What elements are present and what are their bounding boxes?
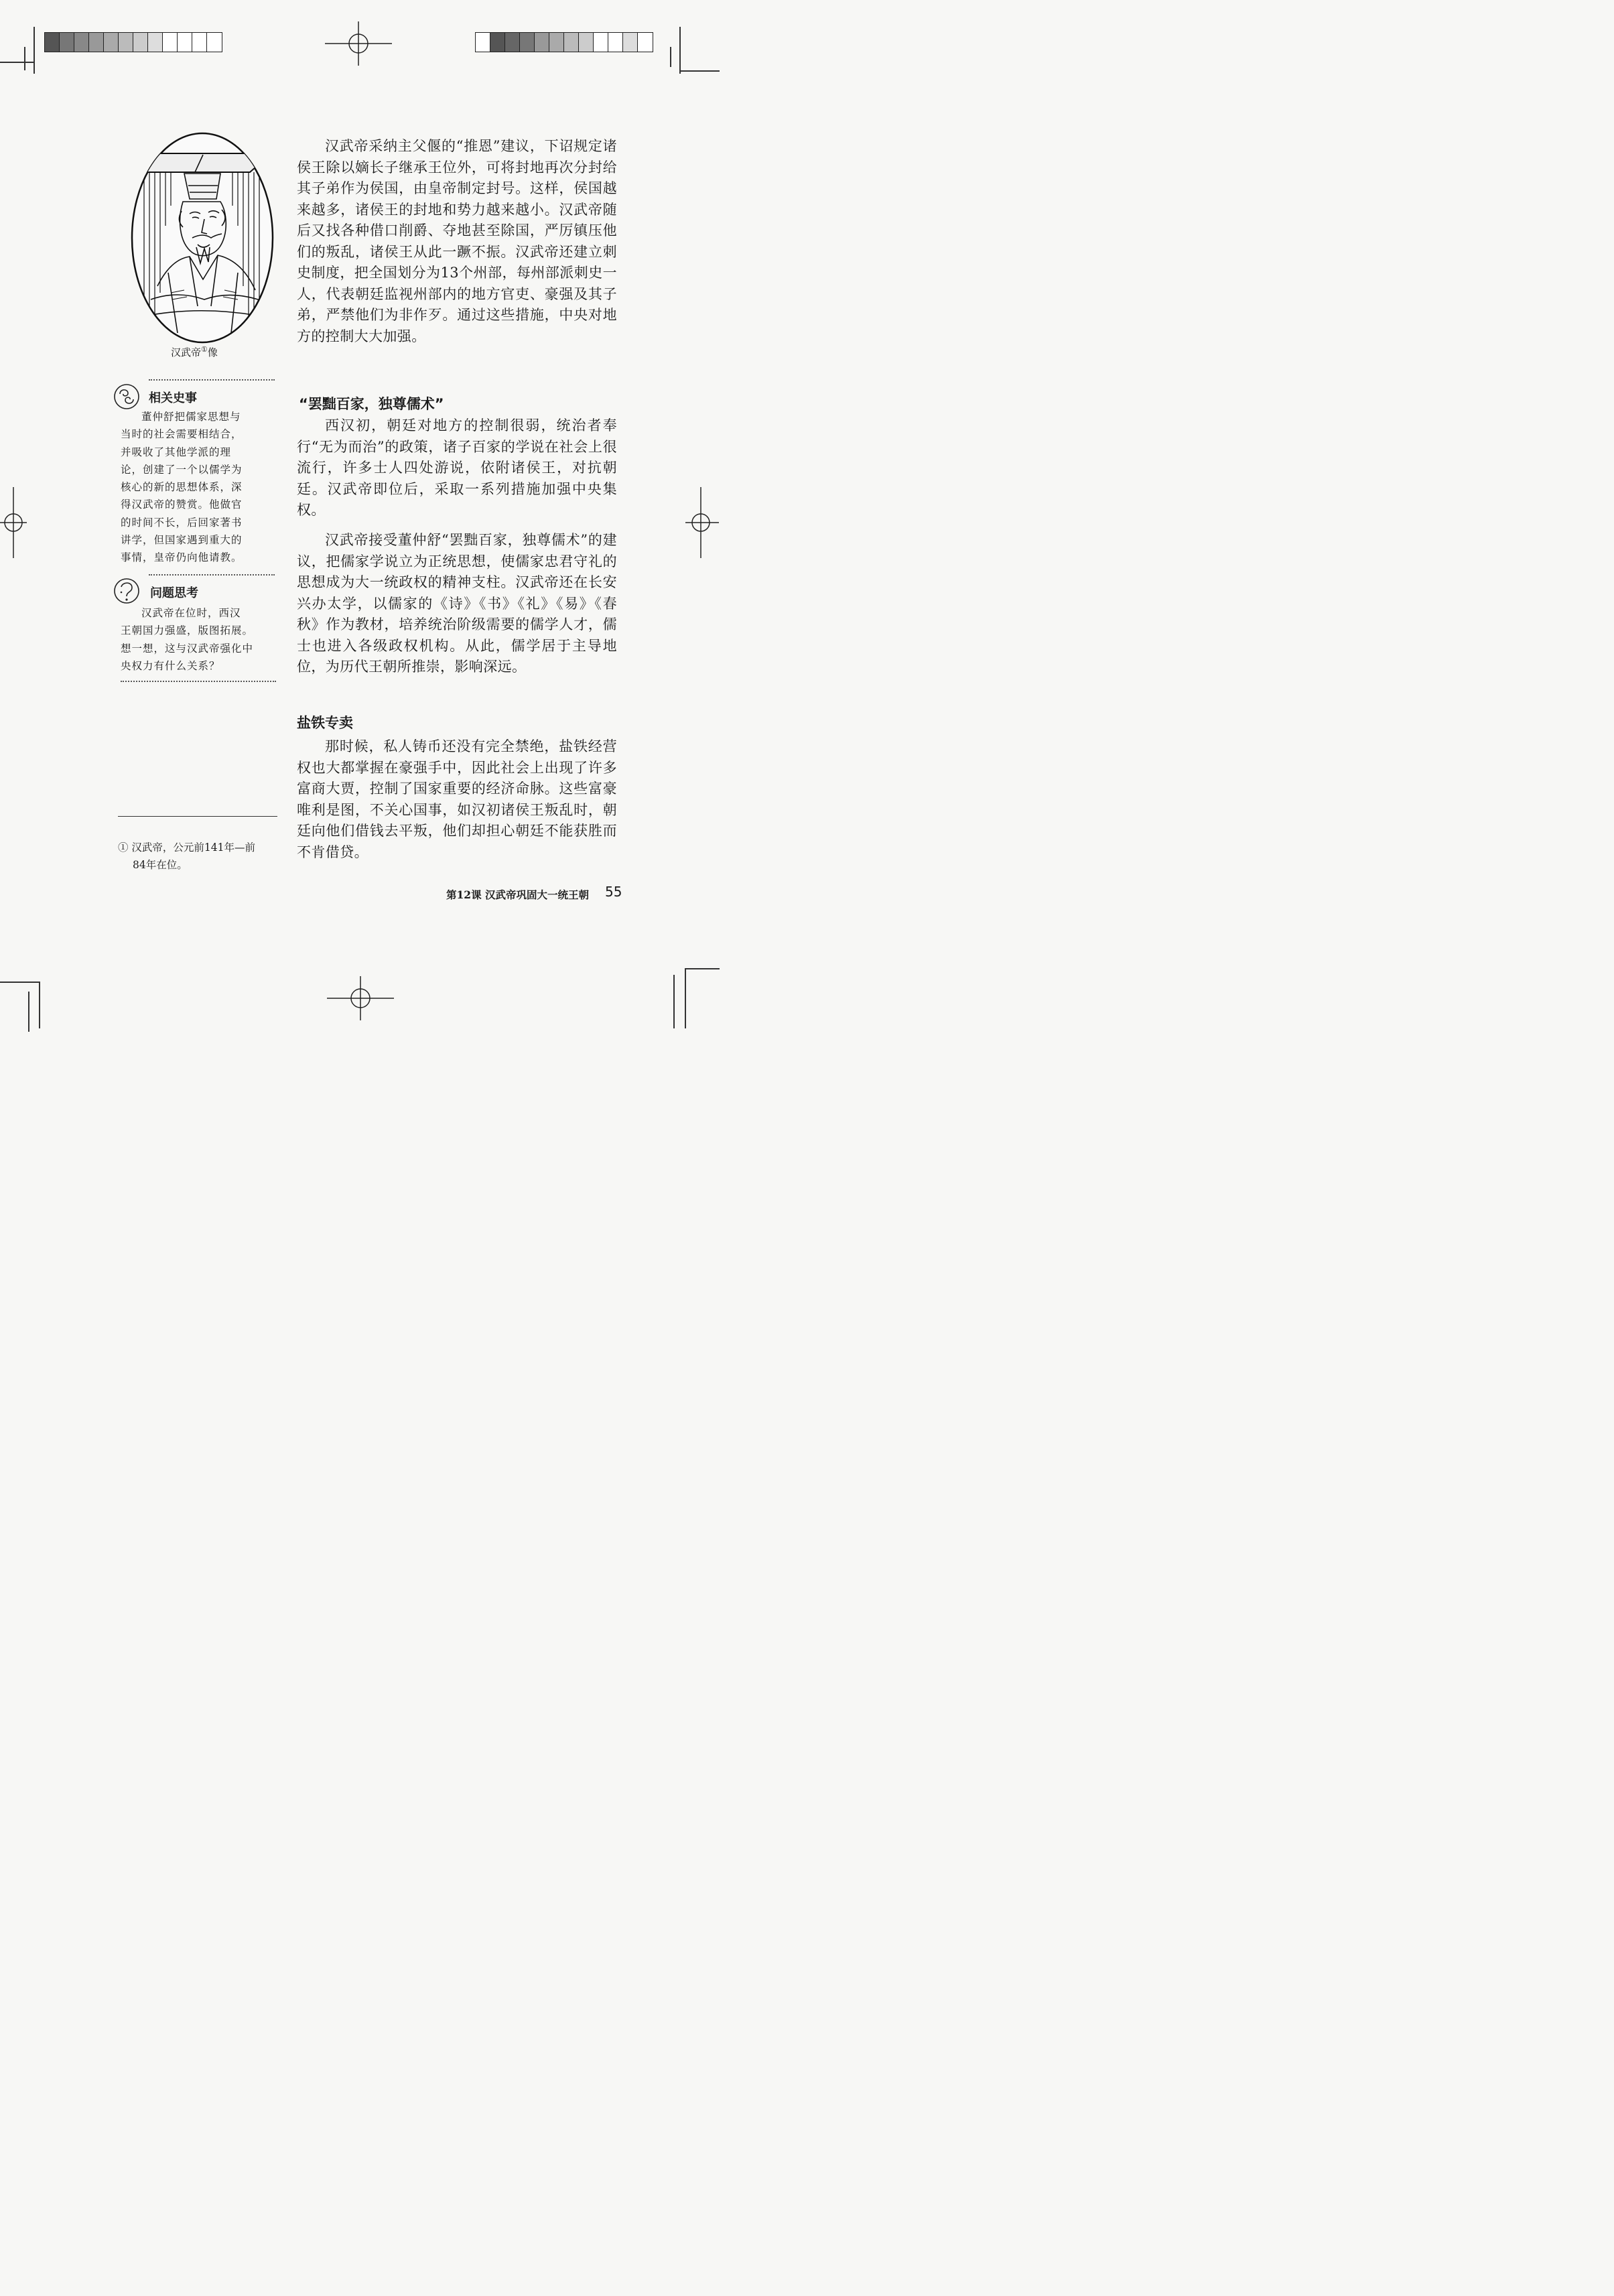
related-history-line: 讲学，但国家遇到重大的 [121, 534, 243, 547]
paragraph-tuien-text: 汉武帝采纳主父偃的“推恩”建议，下诏规定诸侯王除以嫡长子继承王位外，可将封地再次分封给其子弟作为侯国，由皇帝制定封号。这样，侯国越来越多，诸侯王的封地和势力越来越小。汉武帝随后又找各种借口削爵、夺地甚至除国，严厉镇压他们的叛乱，诸侯王从此一蹶不振。汉武帝还建立刺史制度，把全国划分为13个州部，每州部派刺史一人，代表朝廷监视州部内的地方官吏、豪强及其子弟，严禁他们为非作歹。通过这些措施，中央对地方的控制大大加强。 [297, 138, 617, 344]
question-face-icon [113, 578, 140, 604]
crop-mark-br-v [685, 968, 686, 1028]
related-history-line: 论，创建了一个以儒学为 [121, 463, 243, 476]
portrait-caption-name: 汉武帝 [171, 346, 202, 358]
emperor-portrait-image [131, 132, 274, 344]
paragraph-salt-iron [297, 736, 617, 863]
related-history-line: 董仲舒把儒家思想与 [141, 411, 241, 423]
crosshair-bottom-icon [324, 975, 397, 1022]
crop-mark-tr-v2 [670, 47, 671, 67]
related-history-line: 事情，皇帝仍向他请教。 [121, 551, 243, 564]
paragraph-salt-iron-text: 那时候，私人铸币还没有完全禁绝，盐铁经营权也大都掌握在豪强手中，因此社会上出现了许多富商大贾，控制了国家重要的经济命脉。这些富豪唯利是图，不关心国事，如汉初诸侯王叛乱时，朝廷向他们借钱去平叛，他们却担心朝廷不能获胜而不肯借贷。 [297, 738, 617, 860]
crosshair-left-icon [0, 486, 33, 559]
section-heading-confucianism: “罢黜百家，独尊儒术” [299, 396, 444, 412]
section-heading-salt-iron: 盐铁专卖 [297, 715, 353, 731]
crop-mark-tl-v2 [24, 47, 25, 70]
related-history-line: 当时的社会需要相结合， [121, 428, 243, 441]
footnote-rule [118, 816, 277, 817]
related-history-title: 相关史事 [149, 391, 197, 405]
paragraph-dong-zhongshu [297, 530, 617, 678]
crosshair-right-icon [682, 486, 722, 559]
crop-mark-tl-h [0, 62, 33, 63]
crop-mark-tl-v [33, 27, 35, 74]
registration-bar-left [44, 32, 222, 52]
paragraph-western-han-text: 西汉初，朝廷对地方的控制很弱，统治者奉行“无为而治”的政策，诸子百家的学说在社会上很流行，许多士人四处游说，依附诸侯王，对抗朝廷。汉武帝即位后，采取一系列措施加强中央集权。 [297, 417, 617, 518]
related-history-text [121, 408, 276, 567]
question-line: 汉武帝在位时，西汉 [141, 607, 241, 619]
paragraph-dong-zhongshu-text: 汉武帝接受董仲舒“罢黜百家，独尊儒术”的建议，把儒家学说立为正统思想，使儒家忠君守礼的思想成为大一统政权的精神支柱。汉武帝还在长安兴办太学，以儒家的《诗》《书》《礼》《易》《春秋》作为教材，培养统治阶级需要的儒学人才，儒士也进入各级政权机构。从此，儒学居于主导地位，为历代王朝所推崇，影响深远。 [297, 532, 617, 675]
footnote-line-2: 84年在位。 [133, 859, 188, 871]
portrait-caption-suffix: 像 [207, 346, 218, 358]
crop-mark-tr-h [679, 70, 720, 72]
sidebar-divider-middle [149, 574, 275, 576]
crosshair-top-icon [322, 20, 395, 67]
crop-mark-br-v2 [673, 975, 675, 1028]
crop-mark-bl-v2 [28, 992, 29, 1032]
paragraph-tuien [297, 136, 617, 347]
question-line: 王朝国力强盛，版图拓展。 [121, 624, 254, 637]
related-history-line: 并吸收了其他学派的理 [121, 446, 232, 458]
question-line: 想一想，这与汉武帝强化中 [121, 642, 254, 655]
portrait-caption-footnote-mark: ① [201, 345, 208, 354]
related-history-line: 得汉武帝的赞赏。他做官 [121, 498, 243, 511]
sidebar-divider-bottom [121, 681, 276, 682]
running-footer-lesson: 第12课 汉武帝巩固大一统王朝 [446, 888, 589, 901]
paragraph-western-han [297, 415, 617, 521]
footnote-line-1: ① 汉武帝，公元前141年—前 [118, 841, 256, 854]
related-history-line: 的时间不长，后回家著书 [121, 516, 243, 529]
question-line: 央权力有什么关系？ [121, 659, 220, 672]
crop-mark-tr-v [679, 27, 681, 74]
swirl-icon [113, 383, 140, 410]
question-text [121, 604, 276, 675]
question-title: 问题思考 [150, 586, 198, 600]
crop-mark-bl-v [39, 982, 40, 1028]
portrait-caption [171, 345, 218, 359]
footnote [118, 839, 279, 874]
page-number: 55 [605, 884, 622, 900]
registration-bar-right [475, 32, 653, 52]
crop-mark-bl-h [0, 982, 39, 983]
related-history-line: 核心的新的思想体系，深 [121, 481, 243, 494]
crop-mark-br-h [685, 968, 720, 969]
sidebar-divider-top [149, 379, 275, 381]
